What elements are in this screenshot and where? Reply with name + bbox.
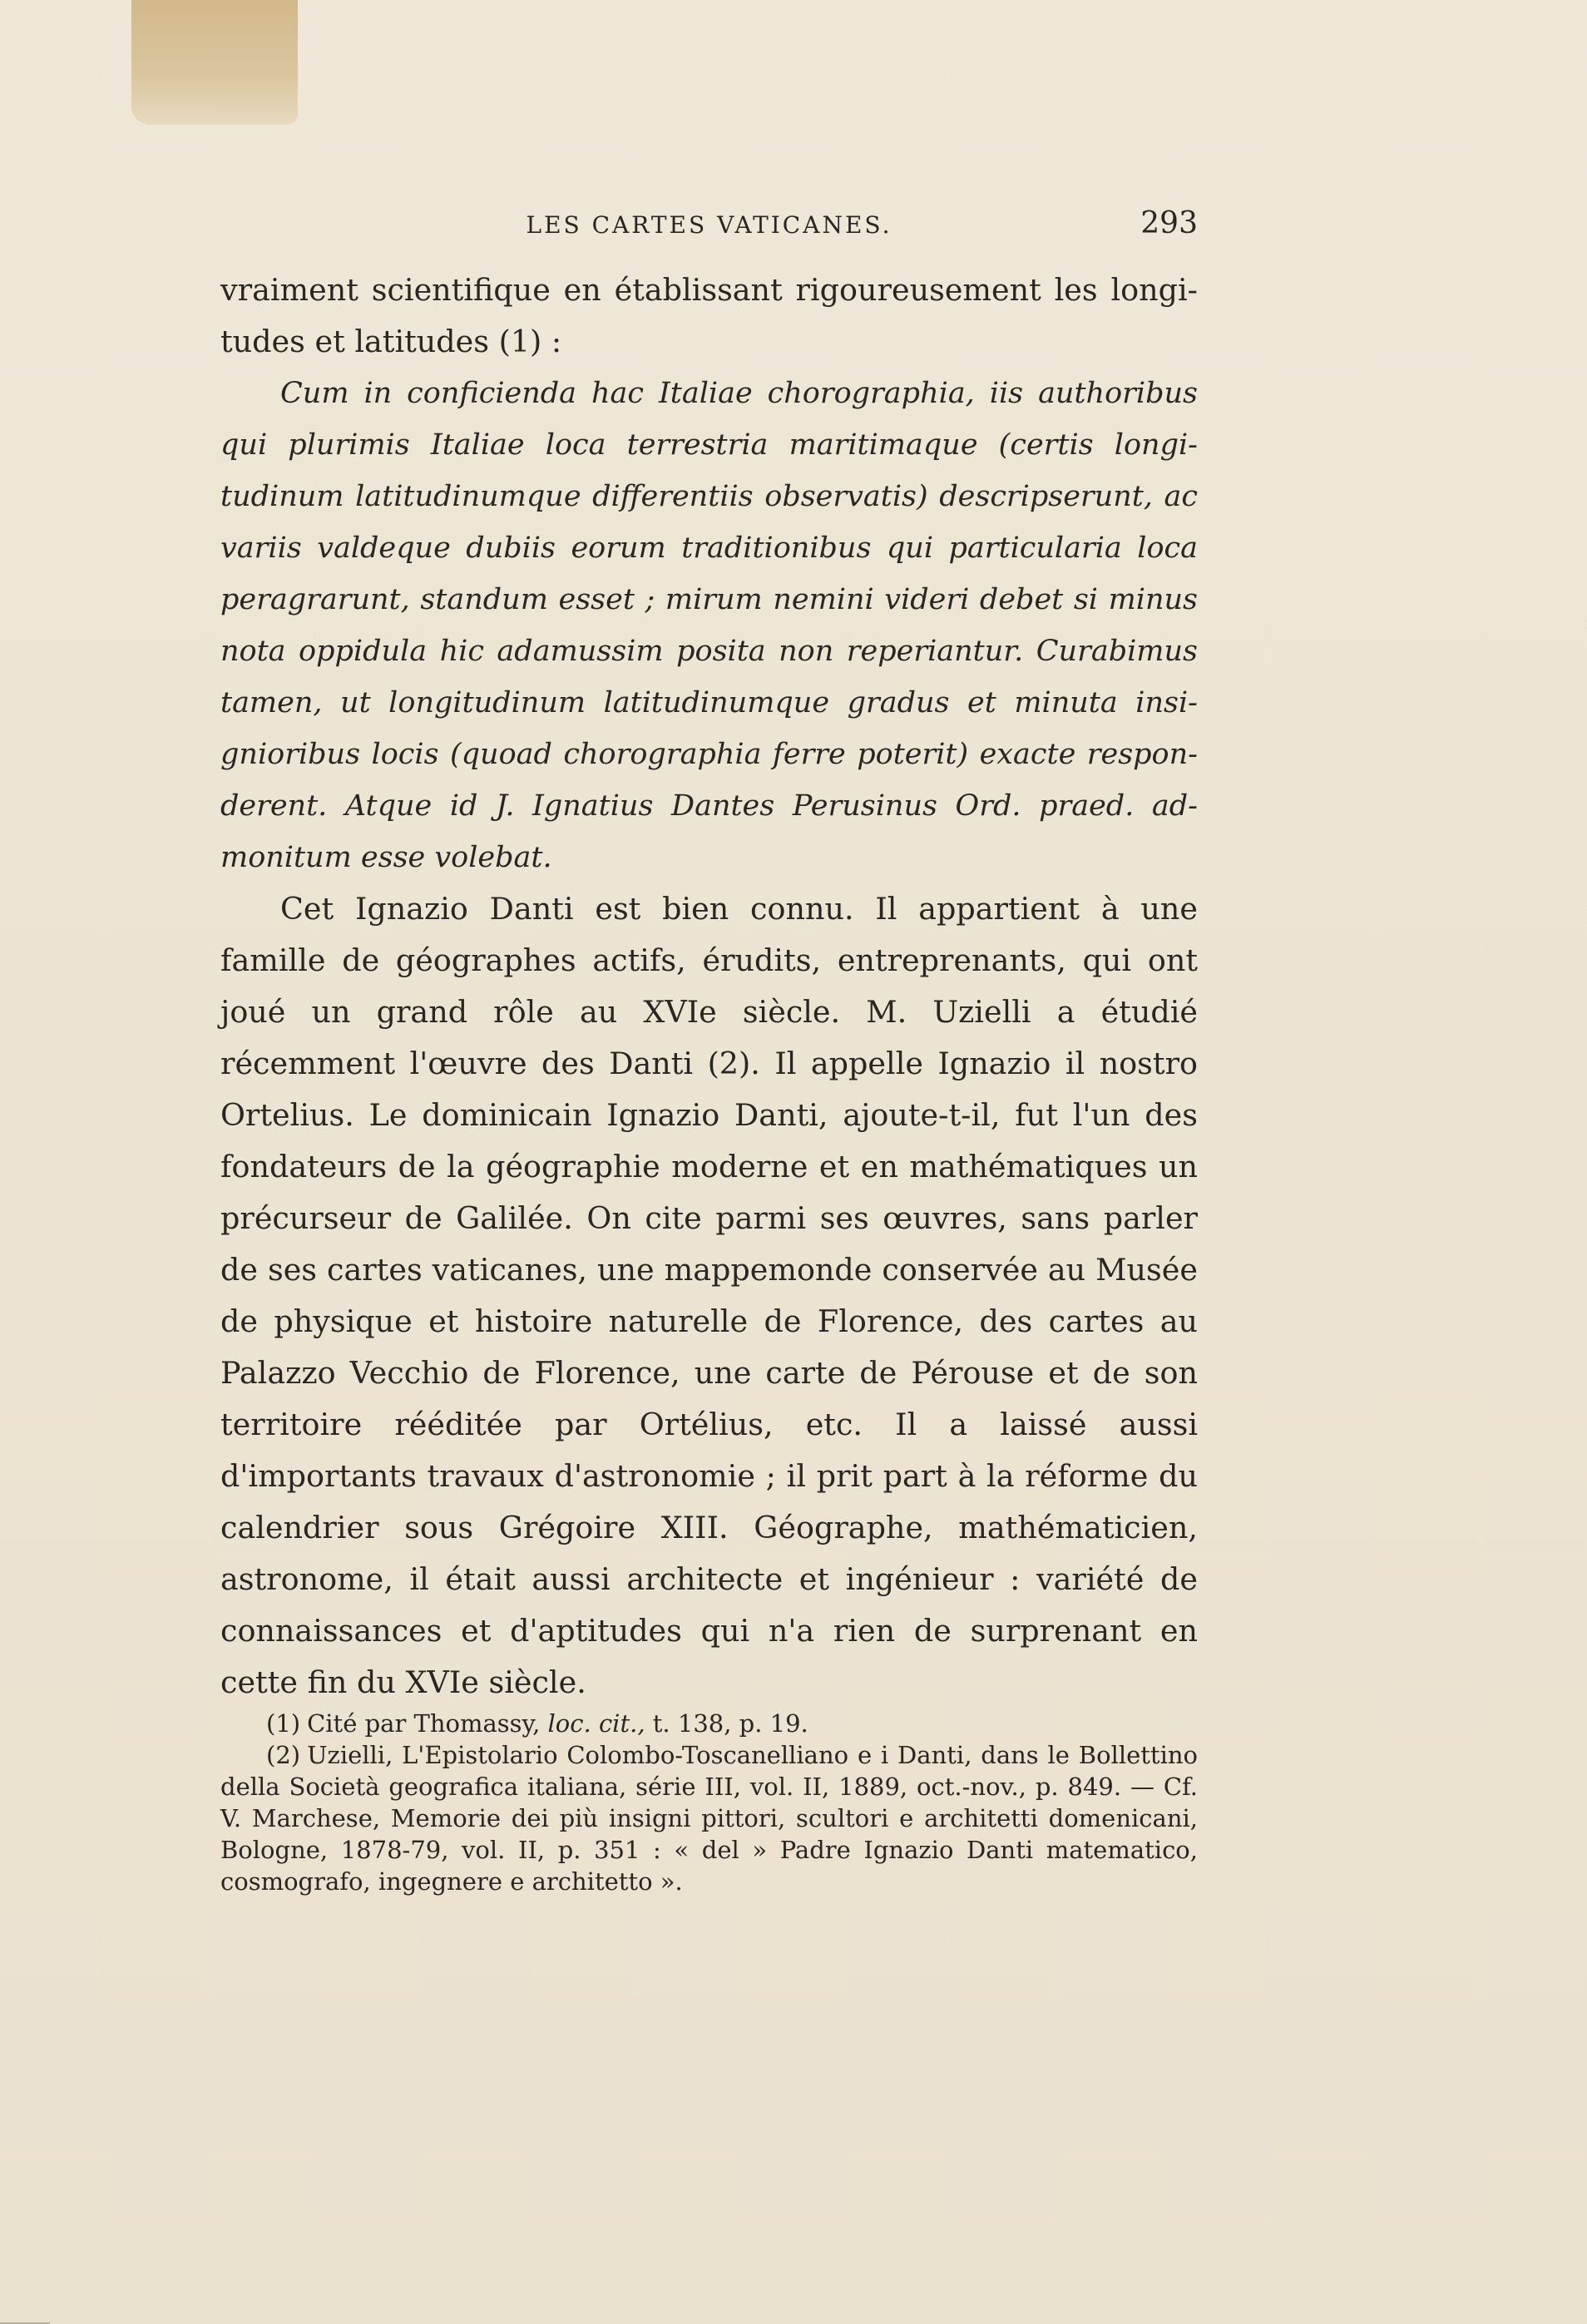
page-number: 293: [1140, 206, 1198, 240]
footnote-2-label: (2): [266, 1741, 301, 1769]
tape-mark: [131, 0, 298, 125]
footnote-1-post: t. 138, p. 19.: [645, 1709, 808, 1738]
main-text: [220, 265, 1198, 1708]
running-head: [220, 206, 1198, 245]
footnote-2-text: Uzielli, L'Epistolario Colombo-Toscanelliano e i Danti, dans le Bollettino della Società geografica italiana, série III, vol. II, 1889, oct.-nov., p. 849. — Cf. V. Marchese, Memorie dei più insigni pittori, scultori e architetti domenicani, Bologne, 1878-79, vol. II, p. 351 : « del » Padre Ignazio Danti matematico, cosmografo, ingegnere e architetto ».: [220, 1741, 1198, 1896]
footnotes: [220, 1708, 1198, 1897]
footnote-1-cite: loc. cit.,: [547, 1709, 645, 1738]
running-title: LES CARTES VATICANES.: [526, 211, 892, 239]
footnote-1: [220, 1708, 1198, 1739]
paragraph-intro: vraiment scientifique en établissant rigoureusement les longitudes et latitudes (1) :: [220, 272, 1198, 359]
paragraph-danti: Cet Ignazio Danti est bien connu. Il appartient à une famille de géographes actifs, érudits, entreprenants, qui ont joué un grand rôle au XVIe siècle. M. Uzielli a étudié récemment l'œuvre des Danti (2). Il appelle Ignazio il nostro Ortelius. Le dominicain Ignazio Danti, ajoute-t-il, fut l'un des fondateurs de la géographie moderne et en mathématiques un précurseur de Galilée. On cite parmi ses œuvres, sans parler de ses cartes vaticanes, une mappemonde conservée au Musée de physique et histoire naturelle de Florence, des cartes au Palazzo Vecchio de Florence, une carte de Pérouse et de son territoire rééditée par Ortélius, etc. Il a laissé aussi d'importants travaux d'astronomie ; il prit part à la réforme du calendrier sous Grégoire XIII. Géographe, mathématicien, astronome, il était aussi architecte et ingénieur : variété de connaissances et d'aptitudes qui n'a rien de surprenant en cette fin du XVIe siècle.: [220, 891, 1198, 1700]
footnote-2: [220, 1739, 1198, 1897]
latin-quotation: Cum in conficienda hac Italiae chorographia, iis authoribus qui plurimis Italiae loca terrestria maritimaque (certis longitudinum latitudinumque differentiis observatis) descripserunt, ac variis valdeque dubiis eorum traditionibus qui particularia loca peragrarunt, standum esset ; mirum nemini videri debet si minus nota oppidula hic adamussim posita non reperiantur. Curabimus tamen, ut longitudinum latitudinumque gradus et minuta insignioribus locis (quoad chorographia ferre poterit) exacte responderent. Atque id J. Ignatius Dantes Perusinus Ord. praed. admonitum esse volebat.: [220, 377, 1198, 874]
footnote-1-label: (1): [266, 1709, 301, 1738]
footnote-1-pre: Cité par Thomassy,: [307, 1709, 548, 1738]
